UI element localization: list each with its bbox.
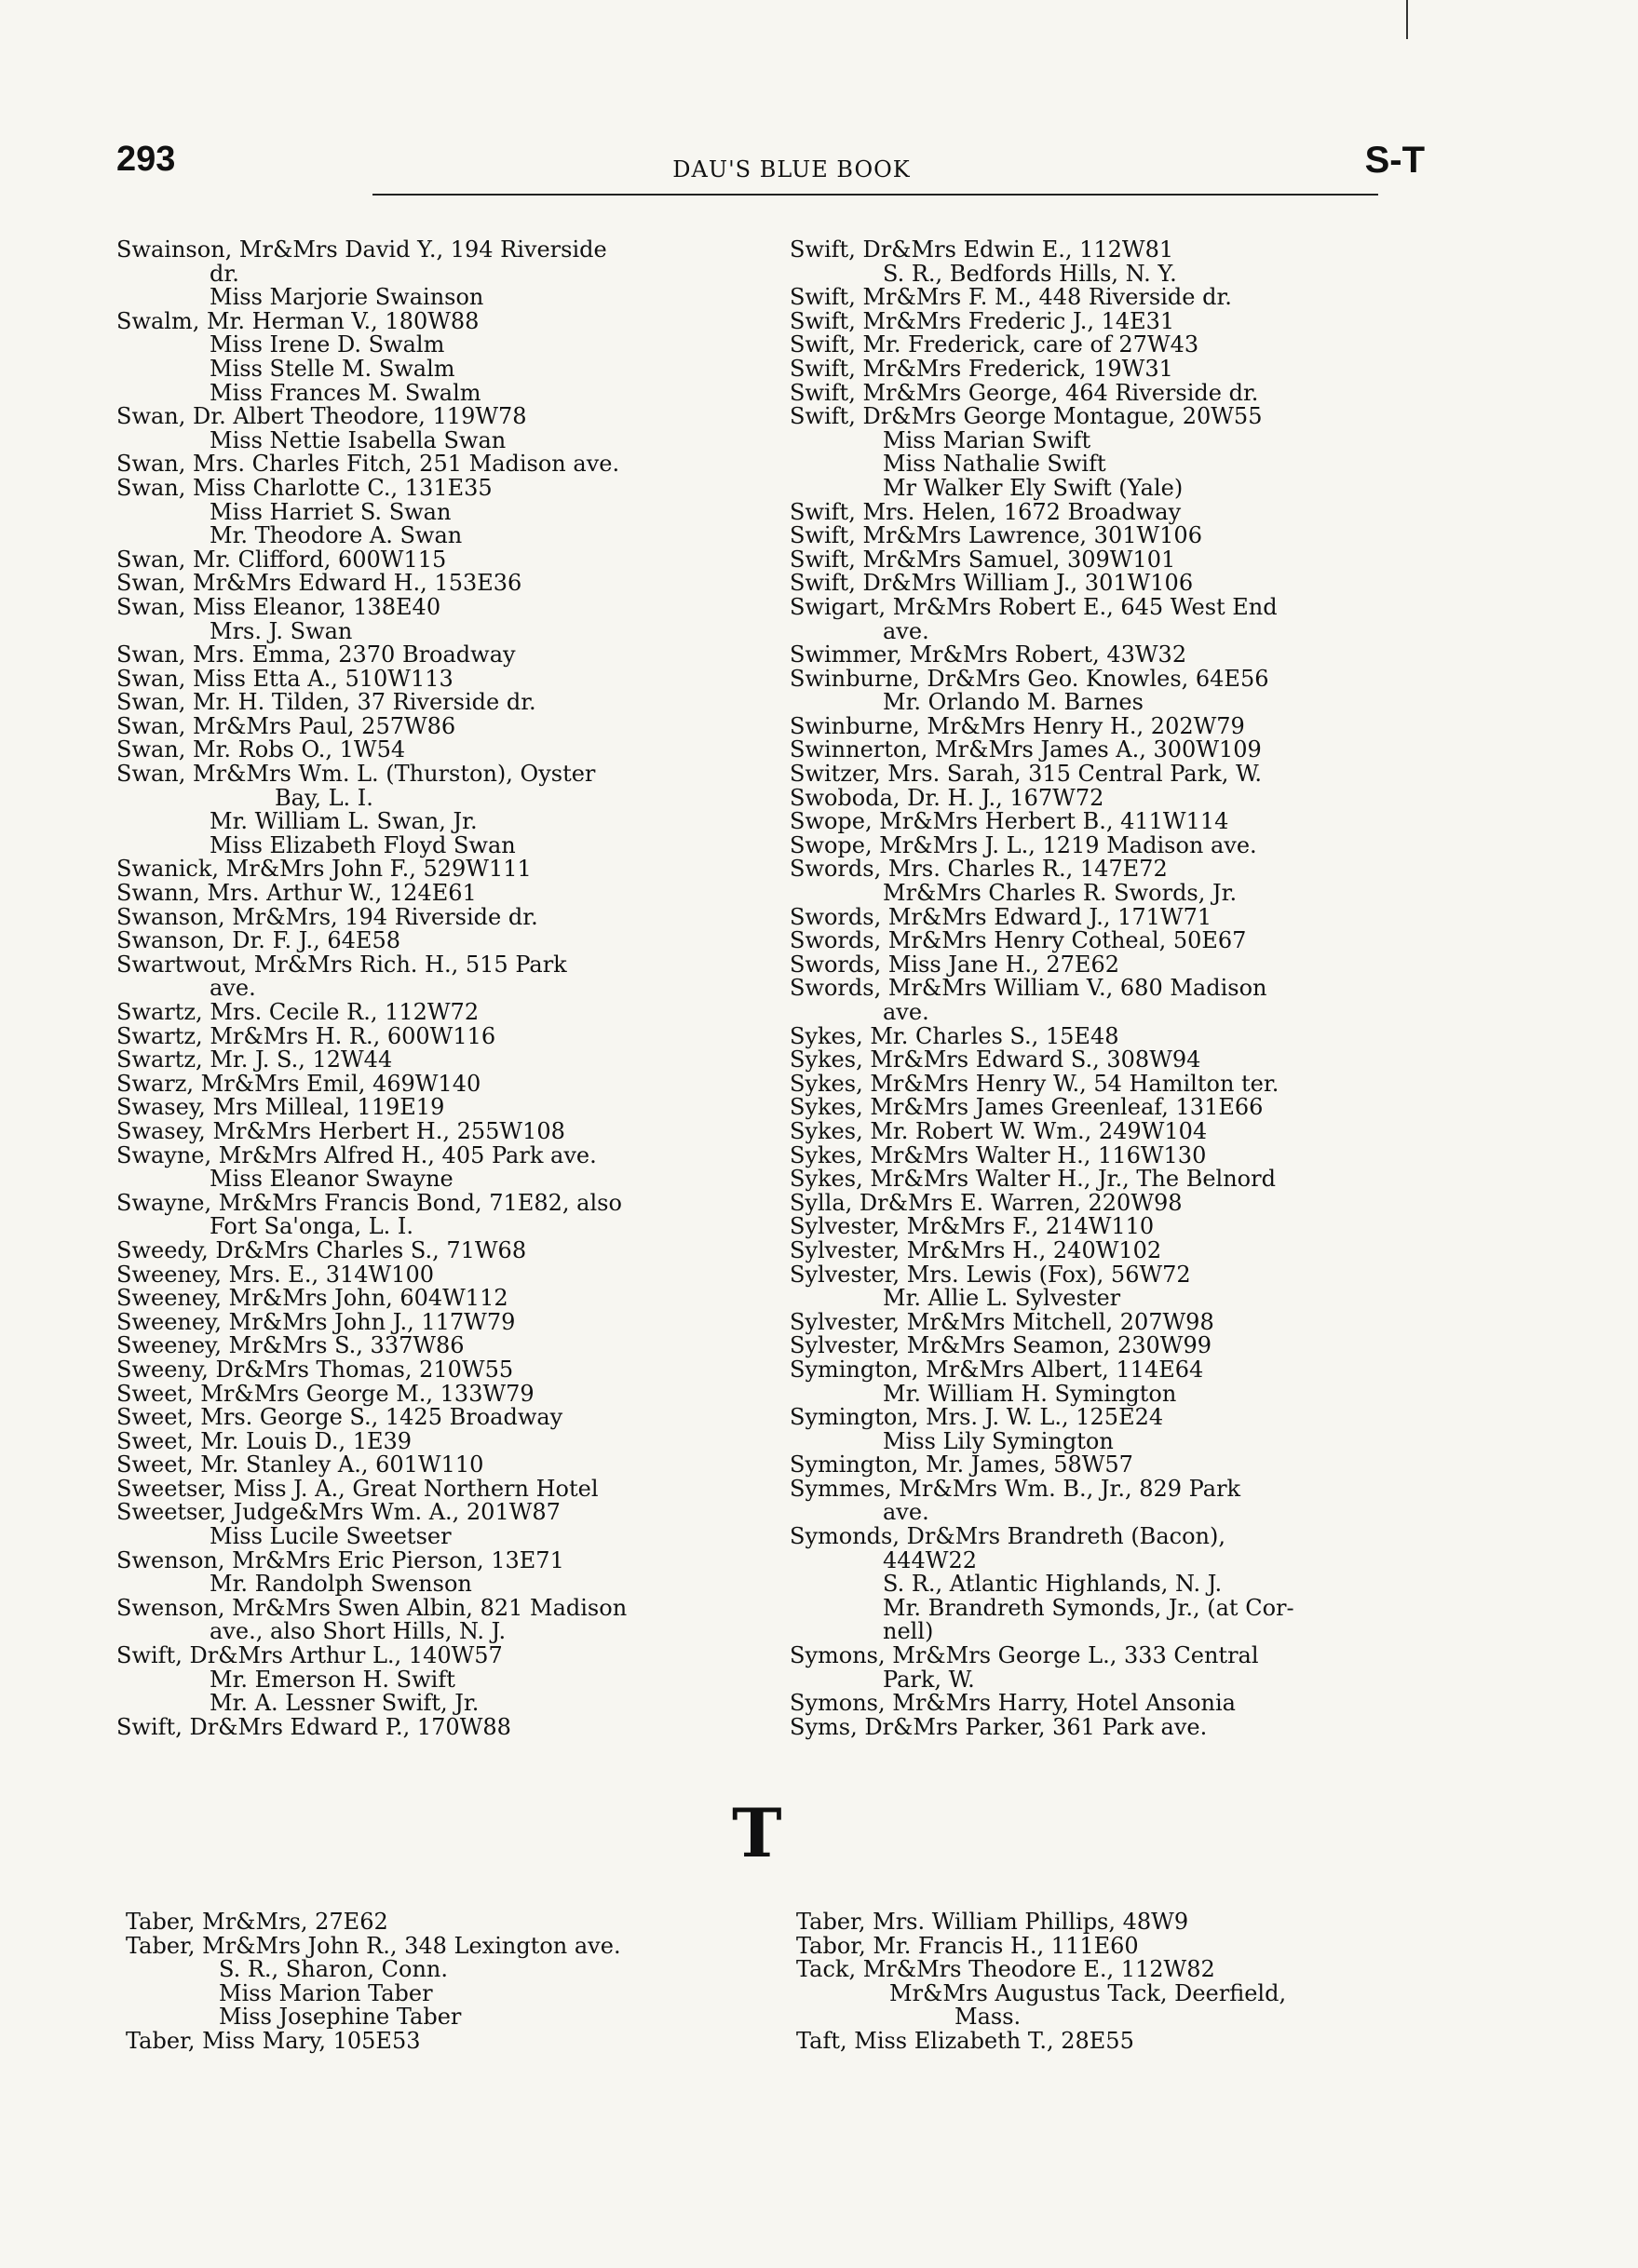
directory-entry: Swift, Mr&Mrs Frederic J., 14E31 bbox=[790, 307, 1175, 334]
left-column-s bbox=[116, 238, 627, 1739]
directory-entry: Sylla, Dr&Mrs E. Warren, 220W98 bbox=[790, 1189, 1183, 1216]
directory-entry: Sykes, Mr. Robert W. Wm., 249W104 bbox=[790, 1117, 1208, 1144]
directory-entry: Swenson, Mr&Mrs Swen Albin, 821 Madison bbox=[116, 1594, 628, 1621]
directory-entry: Taber, Mrs. William Phillips, 48W9 bbox=[796, 1909, 1189, 1935]
directory-entry: Taft, Miss Elizabeth T., 28E55 bbox=[796, 2027, 1134, 2054]
directory-entry: Swan, Mr&Mrs Edward H., 153E36 bbox=[116, 570, 522, 597]
directory-entry: Swainson, Mr&Mrs David Y., 194 Riverside bbox=[116, 236, 607, 263]
directory-entry: S. R., Bedfords Hills, N. Y. bbox=[883, 260, 1177, 287]
directory-entry: Mr. Allie L. Sylvester bbox=[883, 1285, 1121, 1312]
directory-entry: Swan, Miss Etta A., 510W113 bbox=[116, 665, 453, 692]
directory-entry: Miss Irene D. Swalm bbox=[210, 331, 445, 358]
directory-entry: Swoboda, Dr. H. J., 167W72 bbox=[790, 784, 1104, 811]
directory-entry: Sweeney, Mrs. E., 314W100 bbox=[116, 1261, 434, 1288]
directory-entry: ave. bbox=[883, 617, 929, 644]
directory-entry: Miss Elizabeth Floyd Swan bbox=[210, 831, 516, 858]
directory-entry: Fort Sa'onga, L. I. bbox=[210, 1213, 414, 1240]
directory-entry: Miss Nathalie Swift bbox=[883, 451, 1106, 478]
directory-entry: Sykes, Mr&Mrs Edward S., 308W94 bbox=[790, 1046, 1201, 1073]
directory-entry: Swan, Mr&Mrs Paul, 257W86 bbox=[116, 712, 456, 739]
directory-entry: Mr. William H. Symington bbox=[883, 1380, 1177, 1407]
directory-entry: nell) bbox=[883, 1618, 934, 1645]
directory-entry: Swift, Mr&Mrs Frederick, 19W31 bbox=[790, 355, 1173, 382]
directory-entry: Swift, Dr&Mrs Edward P., 170W88 bbox=[116, 1713, 511, 1740]
directory-entry: Swift, Dr&Mrs William J., 301W106 bbox=[790, 570, 1194, 597]
directory-entry: Swope, Mr&Mrs Herbert B., 411W114 bbox=[790, 808, 1229, 835]
directory-entry: Swan, Miss Charlotte C., 131E35 bbox=[116, 474, 493, 501]
directory-entry: Miss Nettie Isabella Swan bbox=[210, 426, 507, 453]
directory-entry: Sweeny, Dr&Mrs Thomas, 210W55 bbox=[116, 1356, 514, 1383]
directory-entry: Mr. Brandreth Symonds, Jr., (at Cor- bbox=[883, 1594, 1294, 1621]
directory-entry: Symons, Mr&Mrs George L., 333 Central bbox=[790, 1642, 1259, 1669]
directory-entry: Mr. A. Lessner Swift, Jr. bbox=[210, 1690, 480, 1717]
directory-entry: Swan, Mr. H. Tilden, 37 Riverside dr. bbox=[116, 689, 536, 716]
directory-entry: Swanson, Mr&Mrs, 194 Riverside dr. bbox=[116, 903, 538, 930]
directory-entry: Swarz, Mr&Mrs Emil, 469W140 bbox=[116, 1070, 481, 1097]
directory-entry: Miss Frances M. Swalm bbox=[210, 379, 481, 406]
directory-entry: Mrs. J. Swan bbox=[210, 617, 353, 644]
directory-entry: Swalm, Mr. Herman V., 180W88 bbox=[116, 307, 480, 334]
directory-entry: Swayne, Mr&Mrs Alfred H., 405 Park ave. bbox=[116, 1141, 597, 1168]
directory-entry: Sweet, Mrs. George S., 1425 Broadway bbox=[116, 1404, 563, 1431]
directory-entry: Taber, Mr&Mrs, 27E62 bbox=[126, 1909, 388, 1935]
directory-entry: Swope, Mr&Mrs J. L., 1219 Madison ave. bbox=[790, 831, 1257, 858]
directory-entry: Symington, Mr&Mrs Albert, 114E64 bbox=[790, 1356, 1204, 1383]
directory-entry: Swann, Mrs. Arthur W., 124E61 bbox=[116, 880, 477, 907]
directory-entry: 444W22 bbox=[883, 1546, 978, 1573]
directory-entry: Symonds, Dr&Mrs Brandreth (Bacon), bbox=[790, 1523, 1225, 1550]
directory-entry: Sweet, Mr. Stanley A., 601W110 bbox=[116, 1451, 484, 1478]
directory-entry: Swift, Mr&Mrs Lawrence, 301W106 bbox=[790, 522, 1202, 549]
directory-entry: Sweetser, Judge&Mrs Wm. A., 201W87 bbox=[116, 1499, 561, 1526]
directory-entry: Swinburne, Mr&Mrs Henry H., 202W79 bbox=[790, 712, 1245, 739]
directory-entry: Swartwout, Mr&Mrs Rich. H., 515 Park bbox=[116, 951, 567, 978]
directory-entry: Symmes, Mr&Mrs Wm. B., Jr., 829 Park bbox=[790, 1475, 1241, 1502]
directory-entry: ave. bbox=[210, 975, 256, 1002]
directory-entry: Swayne, Mr&Mrs Francis Bond, 71E82, also bbox=[116, 1189, 622, 1216]
directory-entry: Sweeney, Mr&Mrs S., 337W86 bbox=[116, 1332, 465, 1359]
directory-entry: Swan, Mrs. Emma, 2370 Broadway bbox=[116, 641, 516, 668]
directory-entry: Sweet, Mr&Mrs George M., 133W79 bbox=[116, 1380, 535, 1407]
directory-entry: Sweedy, Dr&Mrs Charles S., 71W68 bbox=[116, 1236, 527, 1263]
directory-entry: Sykes, Mr&Mrs Walter H., 116W130 bbox=[790, 1141, 1207, 1168]
directory-entry: Swift, Dr&Mrs George Montague, 20W55 bbox=[790, 403, 1263, 430]
directory-entry: Swimmer, Mr&Mrs Robert, 43W32 bbox=[790, 641, 1187, 668]
directory-entry: Swasey, Mr&Mrs Herbert H., 255W108 bbox=[116, 1117, 565, 1144]
directory-entry: Miss Marjorie Swainson bbox=[210, 284, 484, 311]
directory-entry: Symington, Mrs. J. W. L., 125E24 bbox=[790, 1404, 1164, 1431]
directory-entry: Miss Lucile Sweetser bbox=[210, 1523, 452, 1550]
directory-entry: Mr. William L. Swan, Jr. bbox=[210, 808, 478, 835]
directory-entry: Sweetser, Miss J. A., Great Northern Hotel bbox=[116, 1475, 599, 1502]
directory-entry: S. R., Atlantic Highlands, N. J. bbox=[883, 1571, 1223, 1598]
directory-entry: Mr. Theodore A. Swan bbox=[210, 522, 463, 549]
directory-entry: Mr. Randolph Swenson bbox=[210, 1571, 472, 1598]
directory-entry: Swan, Mr. Robs O., 1W54 bbox=[116, 736, 406, 763]
directory-entry: ave. bbox=[883, 999, 929, 1025]
directory-entry: Tack, Mr&Mrs Theodore E., 112W82 bbox=[796, 1956, 1215, 1983]
directory-entry: Switzer, Mrs. Sarah, 315 Central Park, W. bbox=[790, 761, 1263, 788]
directory-entry: Swasey, Mrs Milleal, 119E19 bbox=[116, 1094, 445, 1121]
left-column-t bbox=[126, 1910, 621, 2054]
directory-entry: Tabor, Mr. Francis H., 111E60 bbox=[796, 1932, 1139, 1959]
right-column-s bbox=[790, 238, 1294, 1739]
directory-entry: Swift, Mrs. Helen, 1672 Broadway bbox=[790, 498, 1182, 525]
header-rule bbox=[372, 194, 1378, 196]
directory-entry: Swenson, Mr&Mrs Eric Pierson, 13E71 bbox=[116, 1546, 564, 1573]
scan-edge-mark bbox=[1406, 0, 1408, 39]
directory-entry: ave. bbox=[883, 1499, 929, 1526]
directory-entry: Miss Eleanor Swayne bbox=[210, 1166, 453, 1193]
running-head bbox=[116, 140, 1425, 205]
directory-entry: Miss Marion Taber bbox=[219, 1979, 433, 2006]
directory-entry: Swartz, Mr. J. S., 12W44 bbox=[116, 1046, 393, 1073]
directory-entry: S. R., Sharon, Conn. bbox=[219, 1956, 448, 1983]
directory-entry: ave., also Short Hills, N. J. bbox=[210, 1618, 507, 1645]
directory-entry: Swan, Mrs. Charles Fitch, 251 Madison ave. bbox=[116, 451, 620, 478]
directory-entry: Mr&Mrs Charles R. Swords, Jr. bbox=[883, 880, 1238, 907]
directory-entry: Sykes, Mr. Charles S., 15E48 bbox=[790, 1022, 1119, 1049]
directory-entry: Mr&Mrs Augustus Tack, Deerfield, bbox=[889, 1979, 1287, 2006]
directory-entry: Swartz, Mrs. Cecile R., 112W72 bbox=[116, 999, 480, 1025]
directory-entry: Swords, Mrs. Charles R., 147E72 bbox=[790, 856, 1168, 883]
directory-entry: Swift, Mr&Mrs Samuel, 309W101 bbox=[790, 546, 1176, 573]
page-number: 293 bbox=[116, 140, 176, 179]
directory-entry: Mr. Emerson H. Swift bbox=[210, 1666, 455, 1693]
directory-entry: Swift, Dr&Mrs Arthur L., 140W57 bbox=[116, 1642, 503, 1669]
directory-entry: Miss Harriet S. Swan bbox=[210, 498, 452, 525]
directory-entry: Bay, L. I. bbox=[275, 784, 373, 811]
directory-entry: Sweet, Mr. Louis D., 1E39 bbox=[116, 1427, 413, 1454]
directory-entry: Sylvester, Mrs. Lewis (Fox), 56W72 bbox=[790, 1261, 1191, 1288]
directory-entry: Sykes, Mr&Mrs James Greenleaf, 131E66 bbox=[790, 1094, 1264, 1121]
directory-entry: Swan, Miss Eleanor, 138E40 bbox=[116, 593, 441, 620]
directory-entry: Mr. Orlando M. Barnes bbox=[883, 689, 1144, 716]
directory-entry: Mr Walker Ely Swift (Yale) bbox=[883, 474, 1184, 501]
directory-entry: dr. bbox=[210, 260, 239, 287]
directory-entry: Swanick, Mr&Mrs John F., 529W111 bbox=[116, 856, 532, 883]
directory-entry: Taber, Miss Mary, 105E53 bbox=[126, 2027, 421, 2054]
directory-entry: Park, W. bbox=[883, 1666, 975, 1693]
directory-entry: Swords, Mr&Mrs Edward J., 171W71 bbox=[790, 903, 1212, 930]
directory-entry: Sweeney, Mr&Mrs John J., 117W79 bbox=[116, 1308, 516, 1335]
directory-entry: Sylvester, Mr&Mrs Seamon, 230W99 bbox=[790, 1332, 1212, 1359]
section-initial-t: T bbox=[732, 1793, 782, 1872]
directory-entry: Sylvester, Mr&Mrs F., 214W110 bbox=[790, 1213, 1155, 1240]
directory-entry: Swift, Mr&Mrs George, 464 Riverside dr. bbox=[790, 379, 1259, 406]
directory-entry: Sylvester, Mr&Mrs Mitchell, 207W98 bbox=[790, 1308, 1214, 1335]
directory-entry: Mass. bbox=[954, 2004, 1022, 2031]
directory-entry: Swift, Dr&Mrs Edwin E., 112W81 bbox=[790, 236, 1174, 263]
directory-entry: Sykes, Mr&Mrs Henry W., 54 Hamilton ter. bbox=[790, 1070, 1279, 1097]
directory-entry: Symington, Mr. James, 58W57 bbox=[790, 1451, 1133, 1478]
right-column-t bbox=[796, 1910, 1286, 2054]
directory-entry: Swartz, Mr&Mrs H. R., 600W116 bbox=[116, 1022, 496, 1049]
directory-entry: Swan, Dr. Albert Theodore, 119W78 bbox=[116, 403, 527, 430]
directory-entry: Swan, Mr&Mrs Wm. L. (Thurston), Oyster bbox=[116, 761, 596, 788]
directory-entry: Swift, Mr. Frederick, care of 27W43 bbox=[790, 331, 1199, 358]
directory-entry: Sweeney, Mr&Mrs John, 604W112 bbox=[116, 1285, 508, 1312]
directory-entry: Swanson, Dr. F. J., 64E58 bbox=[116, 927, 400, 954]
directory-entry: Swan, Mr. Clifford, 600W115 bbox=[116, 546, 447, 573]
book-title: DAU'S BLUE BOOK bbox=[672, 156, 911, 182]
directory-entry: Sykes, Mr&Mrs Walter H., Jr., The Belnord bbox=[790, 1166, 1276, 1193]
directory-entry: Swords, Mr&Mrs William V., 680 Madison bbox=[790, 975, 1267, 1002]
section-letters: S-T bbox=[1364, 140, 1425, 181]
directory-entry: Swinnerton, Mr&Mrs James A., 300W109 bbox=[790, 736, 1262, 763]
directory-entry: Syms, Dr&Mrs Parker, 361 Park ave. bbox=[790, 1713, 1208, 1740]
directory-entry: Swinburne, Dr&Mrs Geo. Knowles, 64E56 bbox=[790, 665, 1269, 692]
directory-entry: Miss Lily Symington bbox=[883, 1427, 1114, 1454]
directory-entry: Miss Marian Swift bbox=[883, 426, 1091, 453]
directory-entry: Taber, Mr&Mrs John R., 348 Lexington ave. bbox=[126, 1932, 621, 1959]
directory-entry: Miss Stelle M. Swalm bbox=[210, 355, 455, 382]
directory-entry: Sylvester, Mr&Mrs H., 240W102 bbox=[790, 1236, 1162, 1263]
directory-entry: Swigart, Mr&Mrs Robert E., 645 West End bbox=[790, 593, 1278, 620]
directory-entry: Swords, Miss Jane H., 27E62 bbox=[790, 951, 1119, 978]
directory-entry: Symons, Mr&Mrs Harry, Hotel Ansonia bbox=[790, 1690, 1236, 1717]
directory-entry: Miss Josephine Taber bbox=[219, 2004, 462, 2031]
directory-entry: Swift, Mr&Mrs F. M., 448 Riverside dr. bbox=[790, 284, 1232, 311]
directory-entry: Swords, Mr&Mrs Henry Cotheal, 50E67 bbox=[790, 927, 1247, 954]
